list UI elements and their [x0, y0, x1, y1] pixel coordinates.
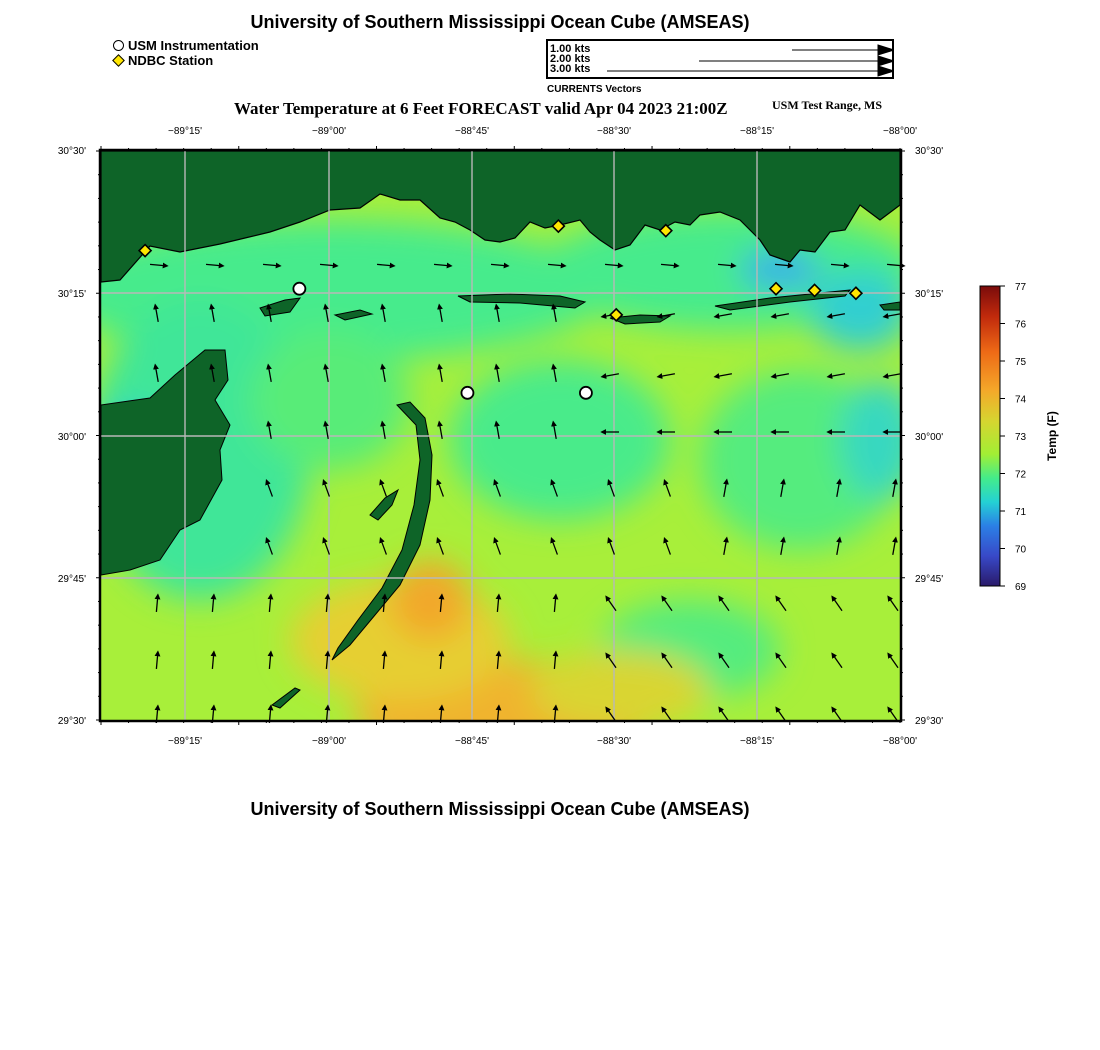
colorbar-tick-4: 74	[1015, 394, 1027, 406]
lon-tick-top-6: −88°00'	[883, 126, 917, 137]
vector-scale-2kt: 2.00 kts	[550, 53, 591, 65]
legend-ndbc-label: NDBC Station	[128, 53, 214, 68]
vector-scale-1kt: 1.00 kts	[550, 43, 591, 55]
lat-tick-left-5: 29°30'	[57, 716, 86, 727]
vector-scale-3kt: 3.00 kts	[550, 63, 591, 75]
colorbar-tick-6: 72	[1015, 469, 1027, 481]
colorbar-tick-9: 69	[1015, 582, 1027, 593]
lat-tick-right-4: 29°45'	[915, 574, 944, 585]
lon-tick-bottom-1: −89°15'	[168, 736, 202, 747]
colorbar-tick-7: 71	[1015, 507, 1027, 518]
lon-tick-top-3: −88°45'	[455, 126, 489, 137]
colorbar-tick-2: 76	[1015, 319, 1027, 331]
chart-title: University of Southern Mississippi Ocean Cube (AMSEAS)	[250, 12, 750, 32]
usm-instrument-marker[interactable]	[580, 387, 592, 399]
usm-instrument-marker[interactable]	[461, 387, 473, 399]
lat-tick-right-2: 30°15'	[915, 289, 944, 300]
colorbar-tick-1: 77	[1015, 282, 1027, 293]
footer-title: University of Southern Mississippi Ocean Cube (AMSEAS)	[250, 799, 750, 819]
lon-tick-bottom-5: −88°15'	[740, 736, 774, 747]
colorbar-tick-5: 73	[1015, 432, 1027, 443]
colorbar-tick-3: 75	[1015, 357, 1027, 368]
lon-tick-bottom-3: −88°45'	[455, 736, 489, 747]
lon-tick-top-2: −89°00'	[312, 126, 346, 137]
lat-tick-left-3: 30°00'	[57, 432, 86, 443]
lat-tick-left-4: 29°45'	[57, 574, 86, 585]
lat-tick-left-2: 30°15'	[57, 289, 86, 300]
lat-tick-right-5: 29°30'	[915, 716, 944, 727]
lat-tick-right-3: 30°00'	[915, 432, 944, 443]
colorbar-tick-8: 70	[1015, 544, 1027, 556]
lon-tick-top-1: −89°15'	[168, 126, 202, 137]
lon-tick-bottom-6: −88°00'	[883, 736, 917, 747]
colorbar-gradient	[980, 286, 1000, 586]
map-subtitle: Water Temperature at 6 Feet FORECAST valid Apr 04 2023 21:00Z	[234, 99, 728, 118]
colorbar	[980, 282, 1059, 593]
lon-tick-bottom-2: −89°00'	[312, 736, 346, 747]
lon-tick-top-4: −88°30'	[597, 126, 631, 137]
lat-tick-right-1: 30°30'	[915, 146, 944, 157]
vector-scale-caption: CURRENTS Vectors	[547, 84, 642, 95]
legend-usm-label: USM Instrumentation	[128, 38, 259, 53]
usm-instrument-marker[interactable]	[293, 283, 305, 295]
lon-tick-bottom-4: −88°30'	[597, 736, 631, 747]
lat-tick-left-1: 30°30'	[57, 146, 86, 157]
region-label: USM Test Range, MS	[772, 98, 883, 112]
lon-tick-top-5: −88°15'	[740, 126, 774, 137]
colorbar-title: Temp (F)	[1045, 411, 1059, 461]
